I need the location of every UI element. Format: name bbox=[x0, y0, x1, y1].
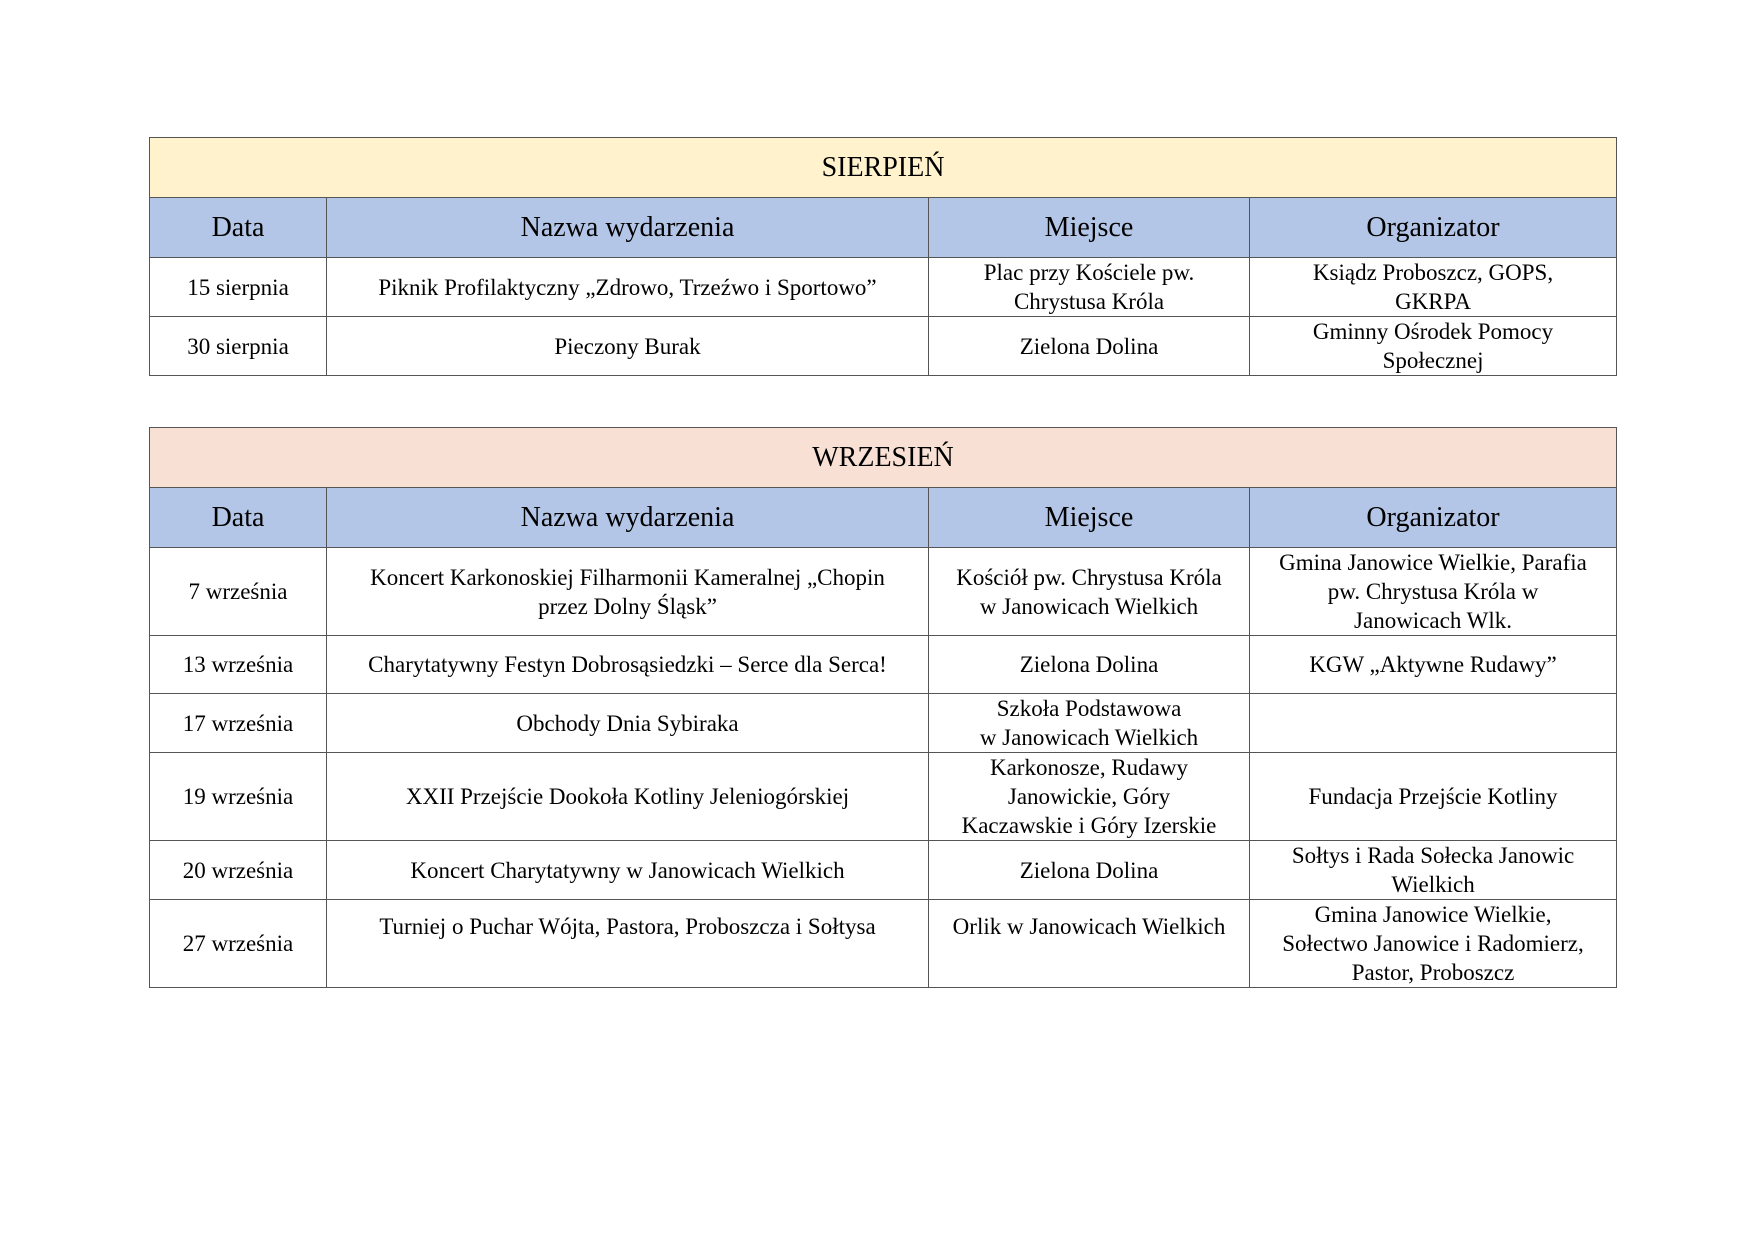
column-header-name: Nazwa wydarzenia bbox=[327, 198, 929, 258]
event-place: Zielona Dolina bbox=[929, 317, 1250, 376]
event-organizer: Sołtys i Rada Sołecka Janowic Wielkich bbox=[1250, 841, 1617, 900]
column-header-organizer: Organizator bbox=[1250, 198, 1617, 258]
table-row bbox=[150, 694, 1617, 753]
event-organizer: Gmina Janowice Wielkie, Sołectwo Janowice i Radomierz, Pastor, Proboszcz bbox=[1250, 900, 1617, 988]
event-date: 20 września bbox=[150, 841, 327, 900]
table-row bbox=[150, 900, 1617, 988]
event-name: Koncert Karkonoskiej Filharmonii Kameralnej „Chopin przez Dolny Śląsk” bbox=[327, 548, 929, 636]
event-place: Orlik w Janowicach Wielkich bbox=[929, 900, 1250, 988]
event-organizer: Ksiądz Proboszcz, GOPS, GKRPA bbox=[1250, 258, 1617, 317]
event-date: 15 sierpnia bbox=[150, 258, 327, 317]
event-date: 17 września bbox=[150, 694, 327, 753]
event-date: 27 września bbox=[150, 900, 327, 988]
column-header-place: Miejsce bbox=[929, 488, 1250, 548]
event-date: 7 września bbox=[150, 548, 327, 636]
table-row bbox=[150, 841, 1617, 900]
event-name: Koncert Charytatywny w Janowicach Wielkich bbox=[327, 841, 929, 900]
event-organizer bbox=[1250, 694, 1617, 753]
schedule-table-september bbox=[149, 427, 1617, 988]
column-header-date: Data bbox=[150, 488, 327, 548]
schedule-table-august bbox=[149, 137, 1617, 376]
month-title: SIERPIEŃ bbox=[150, 138, 1617, 198]
event-organizer: Fundacja Przejście Kotliny bbox=[1250, 753, 1617, 841]
event-name: Obchody Dnia Sybiraka bbox=[327, 694, 929, 753]
table-row bbox=[150, 258, 1617, 317]
month-header-row bbox=[150, 428, 1617, 488]
event-name: Piknik Profilaktyczny „Zdrowo, Trzeźwo i Sportowo” bbox=[327, 258, 929, 317]
event-name: Turniej o Puchar Wójta, Pastora, Proboszcza i Sołtysa bbox=[327, 900, 929, 988]
month-title: WRZESIEŃ bbox=[150, 428, 1617, 488]
event-date: 13 września bbox=[150, 636, 327, 694]
column-header-organizer: Organizator bbox=[1250, 488, 1617, 548]
event-date: 19 września bbox=[150, 753, 327, 841]
event-organizer: KGW „Aktywne Rudawy” bbox=[1250, 636, 1617, 694]
event-date: 30 sierpnia bbox=[150, 317, 327, 376]
column-header-place: Miejsce bbox=[929, 198, 1250, 258]
event-place: Zielona Dolina bbox=[929, 841, 1250, 900]
event-organizer: Gmina Janowice Wielkie, Parafia pw. Chrystusa Króla w Janowicach Wlk. bbox=[1250, 548, 1617, 636]
event-place: Szkoła Podstawowa w Janowicach Wielkich bbox=[929, 694, 1250, 753]
event-place: Zielona Dolina bbox=[929, 636, 1250, 694]
column-header-row bbox=[150, 198, 1617, 258]
event-place: Kościół pw. Chrystusa Króla w Janowicach Wielkich bbox=[929, 548, 1250, 636]
event-name: Pieczony Burak bbox=[327, 317, 929, 376]
event-name: Charytatywny Festyn Dobrosąsiedzki – Serce dla Serca! bbox=[327, 636, 929, 694]
table-row bbox=[150, 753, 1617, 841]
event-place: Karkonosze, Rudawy Janowickie, Góry Kaczawskie i Góry Izerskie bbox=[929, 753, 1250, 841]
event-name: XXII Przejście Dookoła Kotliny Jeleniogórskiej bbox=[327, 753, 929, 841]
table-row bbox=[150, 548, 1617, 636]
event-place: Plac przy Kościele pw. Chrystusa Króla bbox=[929, 258, 1250, 317]
table-row bbox=[150, 317, 1617, 376]
column-header-name: Nazwa wydarzenia bbox=[327, 488, 929, 548]
event-organizer: Gminny Ośrodek Pomocy Społecznej bbox=[1250, 317, 1617, 376]
column-header-date: Data bbox=[150, 198, 327, 258]
column-header-row bbox=[150, 488, 1617, 548]
month-header-row bbox=[150, 138, 1617, 198]
table-row bbox=[150, 636, 1617, 694]
